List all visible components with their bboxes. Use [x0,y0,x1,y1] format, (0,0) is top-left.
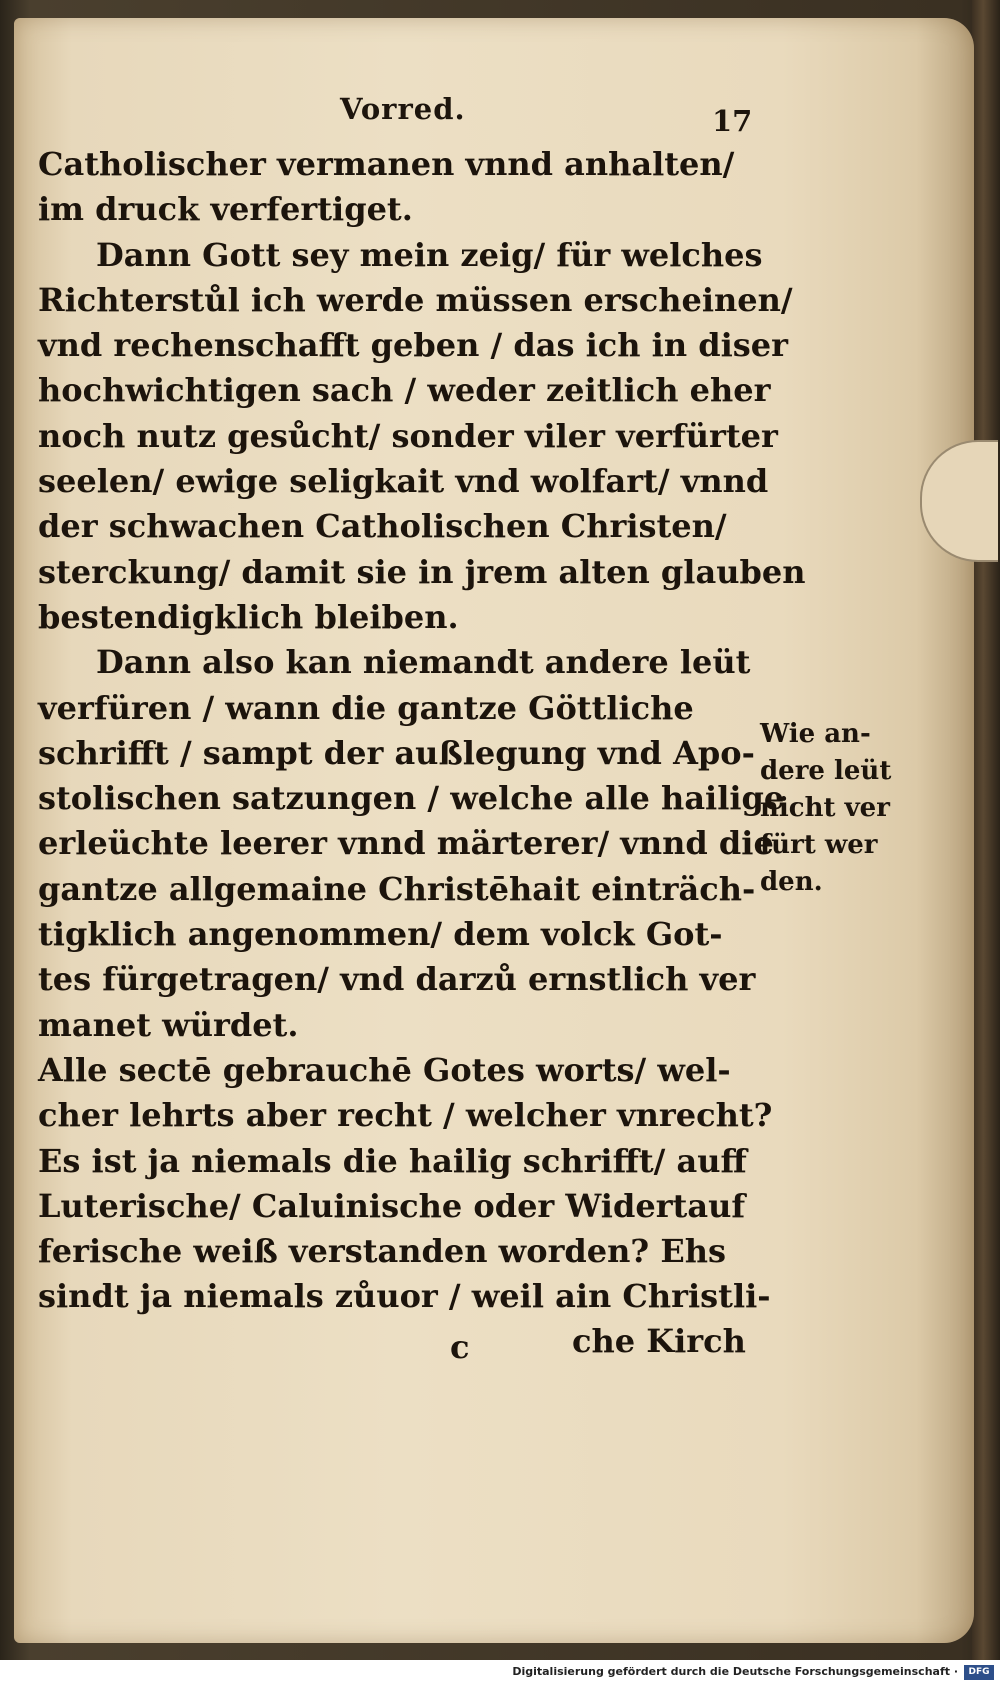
marginal-note-line: fürt wer [760,830,878,860]
text-line: seelen/ ewige seligkait vnd wolfart/ vnnd [38,462,769,501]
catchword: che Kirch [572,1322,746,1360]
text-line: der schwachen Catholischen Christen/ [38,507,727,546]
marginal-note-line: dere leüt [760,756,892,786]
running-head: Vorred. [340,92,466,126]
text-line: sterckung/ damit sie in jrem alten glauben [38,552,806,591]
text-line: hochwichtigen sach / weder zeitlich eher [38,371,771,410]
text-line: stolischen satzungen / welche alle hailige [38,779,785,818]
text-line: Es ist ja niemals die hailig schrifft/ auff [38,1141,747,1180]
text-line: Luterische/ Caluinische oder Widertauf [38,1186,746,1225]
text-line: cher lehrts aber recht / welcher vnrecht? [38,1096,773,1135]
text-line: ferische weiß verstanden worden? Ehs [38,1232,726,1271]
text-line: Alle sectē gebrauchē Gotes worts/ wel- [38,1050,731,1089]
text-line: schrifft / sampt der außlegung vnd Apo- [38,733,755,772]
text-line: im druck verfertiget. [38,190,413,229]
page-number: 17 [712,104,753,138]
text-line: tigklich angenommen/ dem volck Got- [38,915,723,954]
footer-bar [0,1660,1000,1687]
marginal-note-line: nicht ver [760,793,890,823]
text-line: verfüren / wann die gantze Göttliche [38,688,694,727]
dfg-logo-icon: DFG [964,1665,994,1680]
body-text [38,142,806,1320]
text-line: manet würdet. [38,1005,299,1044]
funding-credit: Digitalisierung gefördert durch die Deutsche Forschungsgemeinschaft · [512,1665,958,1678]
text-line: erleüchte leerer vnnd märterer/ vnnd die [38,824,774,863]
text-line: gantze allgemaine Christēhait einträch- [38,869,756,908]
text-line: Richterstůl ich werde müssen erscheinen/ [38,280,793,319]
marginal-note-line: Wie an- [760,719,871,749]
text-line: sindt ja niemals zůuor / weil ain Christli- [38,1277,771,1316]
text-line: Catholischer vermanen vnnd anhalten/ [38,145,735,183]
text-line: bestendigklich bleiben. [38,597,459,636]
marginal-note [760,716,900,901]
text-line: Dann also kan niemandt andere leüt [96,643,751,682]
text-line: tes fürgetragen/ vnd darzů ernstlich ver [38,960,756,999]
text-line: vnd rechenschafft geben / das ich in diser [38,326,788,365]
marginal-note-line: den. [760,867,823,897]
book-edge [972,0,1000,1660]
text-line: noch nutz gesůcht/ sonder viler verfürter [38,416,778,455]
text-line: Dann Gott sey mein zeig/ für welches [96,235,763,274]
signature-mark: c [450,1328,470,1366]
